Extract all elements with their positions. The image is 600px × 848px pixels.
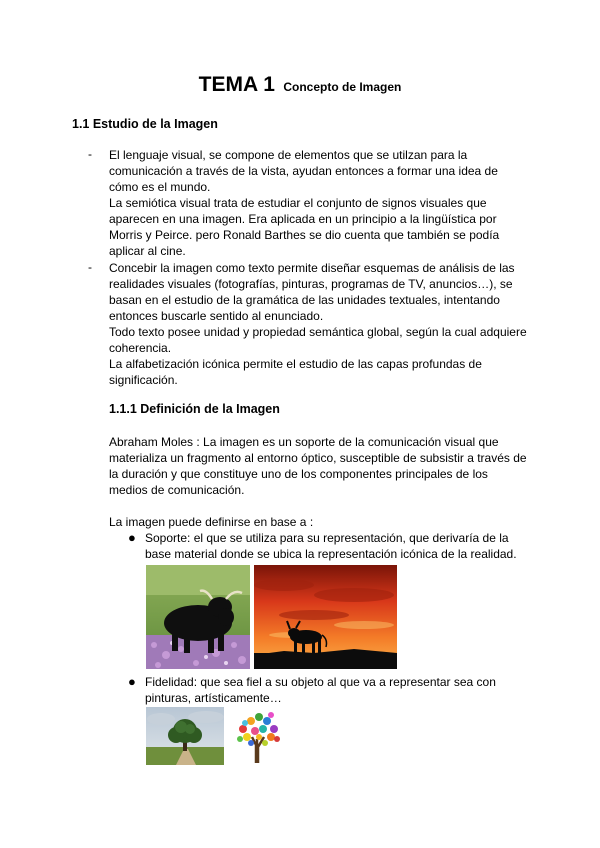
definition-paragraph: Abraham Moles : La imagen es un soporte de la comunicación visual que materializa un fragmento al entorno óptico, susceptible de subsistir a través de la duración y que constituye uno de los componentes principales de los medios de comunicación.	[109, 435, 527, 497]
intro-paragraph: La imagen puede definirse en base a :	[109, 515, 314, 529]
page-title	[0, 73, 600, 97]
list-item	[109, 260, 529, 388]
title-main: TEMA 1	[198, 73, 275, 96]
paragraph: Concebir la imagen como texto permite diseñar esquemas de análisis de las realidades visuales (fotografías, pinturas, programas de TV, anuncios…), se basan en el estudio de la gramática de las unidades textuales, intentando entonces buscarle sentido al enunciado.	[109, 261, 515, 323]
tree-landscape-image	[146, 707, 224, 765]
paragraph: El lenguaje visual, se compone de elementos que se utilzan para la comunicación a través de la vista, ayudan entonces a formar una idea de cómo es el mundo.	[109, 148, 498, 194]
paragraph: Todo texto posee unidad y propiedad semántica global, según la cual adquiere coherencia.	[109, 325, 527, 355]
dash-marker: -	[88, 260, 92, 274]
colorful-tree-image	[231, 707, 285, 765]
title-sub: Concepto de Imagen	[283, 80, 402, 94]
bullet-marker: ●	[128, 674, 136, 689]
bullet-text-soporte: Soporte: el que se utiliza para su representación, que derivaría de la base material donde se ubica la representación icónica de la realidad.	[145, 531, 517, 561]
list-item	[109, 147, 529, 259]
bullet-text-fidelidad: Fidelidad: que sea fiel a su objeto al que va a representar sea con pinturas, artísticamente…	[145, 675, 496, 705]
bullet-marker: ●	[128, 530, 136, 545]
paragraph: La alfabetización icónica permite el estudio de las capas profundas de significación.	[109, 357, 482, 387]
paragraph: La semiótica visual trata de estudiar el conjunto de signos visuales que aparecen en una imagen. Era aplicada en un principio a la lingüística por Morris y Peirce. pero Ronald Barthes se dio cuenta que también se podía aplicar al cine.	[109, 196, 500, 258]
subsection-heading-definicion: 1.1.1 Definición de la Imagen	[109, 402, 280, 416]
bull-field-image	[146, 565, 250, 669]
section-heading-estudio: 1.1 Estudio de la Imagen	[72, 117, 218, 131]
bull-sunset-image	[254, 565, 397, 669]
dash-marker: -	[88, 147, 92, 161]
